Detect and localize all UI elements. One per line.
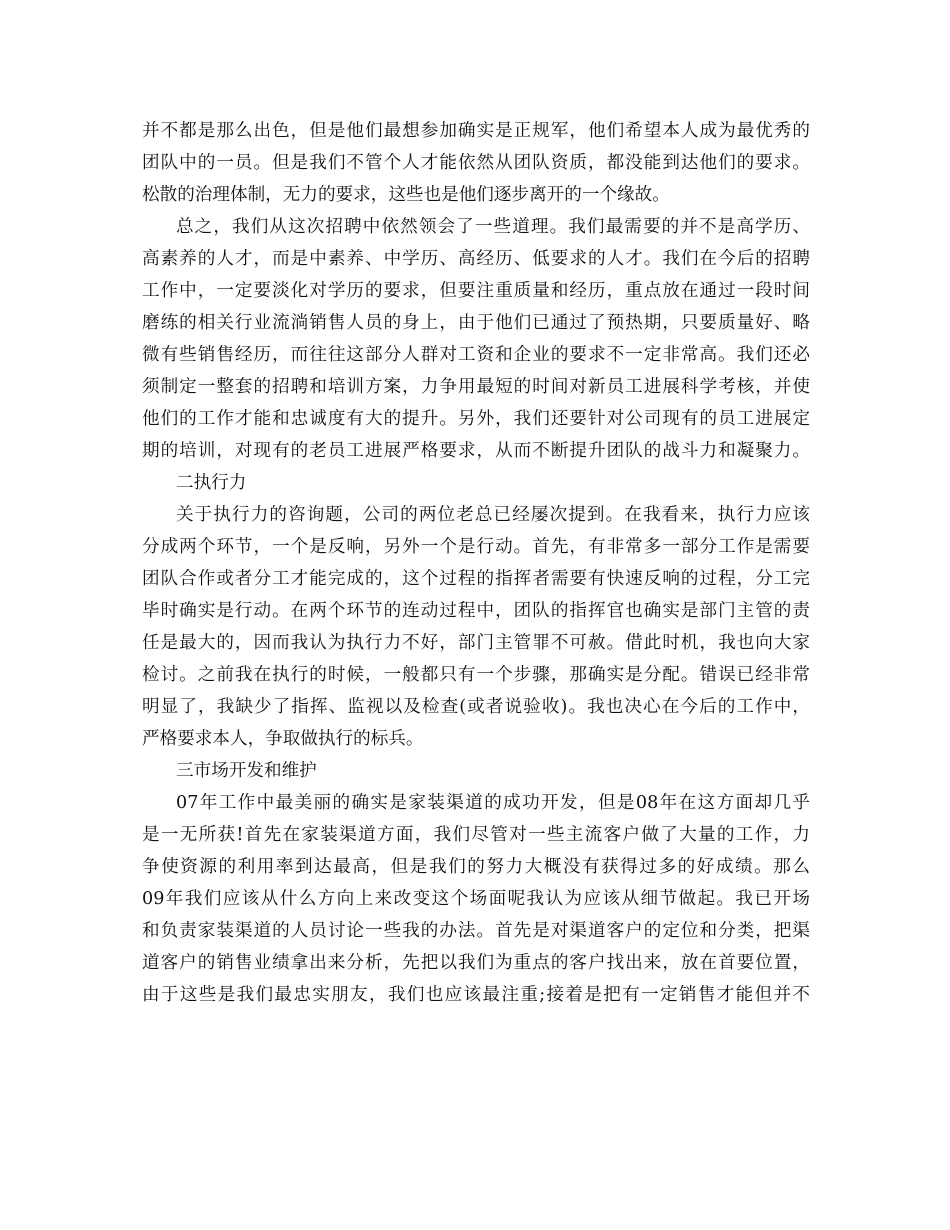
text-line: 分成两个环节，一个是反响，另外一个是行动。首先，有非常多一部分工作是需要 [142, 537, 810, 557]
text-line: 团队合作或者分工才能完成的，这个过程的指挥者需要有快速反响的过程，分工完 [142, 569, 810, 589]
text-line: 道客户的销售业绩拿出来分析，先把以我们为重点的客户找出来，放在首要位置， [142, 953, 810, 973]
text-line: 磨练的相关行业流淌销售人员的身上，由于他们已通过了预热期，只要质量好、略 [142, 313, 810, 333]
text-line: 松散的治理体制，无力的要求，这些也是他们逐步离开的一个缘故。 [142, 185, 670, 205]
text-line: 和负责家装渠道的人员讨论一些我的办法。首先是对渠道客户的定位和分类，把渠 [142, 921, 810, 941]
text-line: 07年工作中最美丽的确实是家装渠道的成功开发，但是08年在这方面却几乎 [176, 793, 810, 813]
text-line: 并不都是那么出色，但是他们最想参加确实是正规军，他们希望本人成为最优秀的 [142, 121, 810, 141]
text-line: 明显了，我缺少了指挥、监视以及检查(或者说验收)。我也决心在今后的工作中， [142, 697, 810, 717]
text-line: 须制定一整套的招聘和培训方案，力争用最短的时间对新员工进展科学考核，并使 [142, 377, 810, 397]
text-line: 任是最大的，因而我认为执行力不好，部门主管罪不可赦。借此时机，我也向大家 [142, 633, 810, 653]
text-line: 期的培训，对现有的老员工进展严格要求，从而不断提升团队的战斗力和凝聚力。 [142, 441, 810, 461]
paragraph-3 [142, 499, 810, 755]
text-line: 是一无所获!首先在家装渠道方面，我们尽管对一些主流客户做了大量的工作，力 [142, 825, 810, 845]
paragraph-4 [142, 787, 810, 1011]
text-line: 工作中，一定要淡化对学历的要求，但要注重质量和经历，重点放在通过一段时间 [142, 281, 810, 301]
text-line: 关于执行力的咨询题，公司的两位老总已经屡次提到。在我看来，执行力应该 [176, 505, 810, 525]
text-line: 他们的工作才能和忠诚度有大的提升。另外，我们还要针对公司现有的员工进展定 [142, 409, 810, 429]
text-line: 由于这些是我们最忠实朋友，我们也应该最注重;接着是把有一定销售才能但并不 [142, 985, 810, 1005]
text-line: 毕时确实是行动。在两个环节的连动过程中，团队的指挥官也确实是部门主管的责 [142, 601, 810, 621]
text-line: 09年我们应该从什么方向上来改变这个场面呢我认为应该从细节做起。我已开场 [142, 889, 810, 909]
section-heading-market: 三市场开发和维护 [176, 761, 317, 781]
document-page [142, 115, 810, 1011]
text-line: 总之，我们从这次招聘中依然领会了一些道理。我们最需要的并不是高学历、 [176, 217, 810, 237]
text-line: 团队中的一员。但是我们不管个人才能依然从团队资质，都没能到达他们的要求。 [142, 153, 810, 173]
text-line: 严格要求本人，争取做执行的标兵。 [142, 729, 424, 749]
paragraph-1 [142, 115, 810, 211]
paragraph-2 [142, 211, 810, 467]
text-line: 微有些销售经历，而往往这部分人群对工资和企业的要求不一定非常高。我们还必 [142, 345, 810, 365]
section-heading-execution: 二执行力 [176, 473, 247, 493]
text-line: 争使资源的利用率到达最高，但是我们的努力大概没有获得过多的好成绩。那么 [142, 857, 810, 877]
text-line: 检讨。之前我在执行的时候，一般都只有一个步骤，那确实是分配。错误已经非常 [142, 665, 810, 685]
text-line: 高素养的人才，而是中素养、中学历、高经历、低要求的人才。我们在今后的招聘 [142, 249, 810, 269]
